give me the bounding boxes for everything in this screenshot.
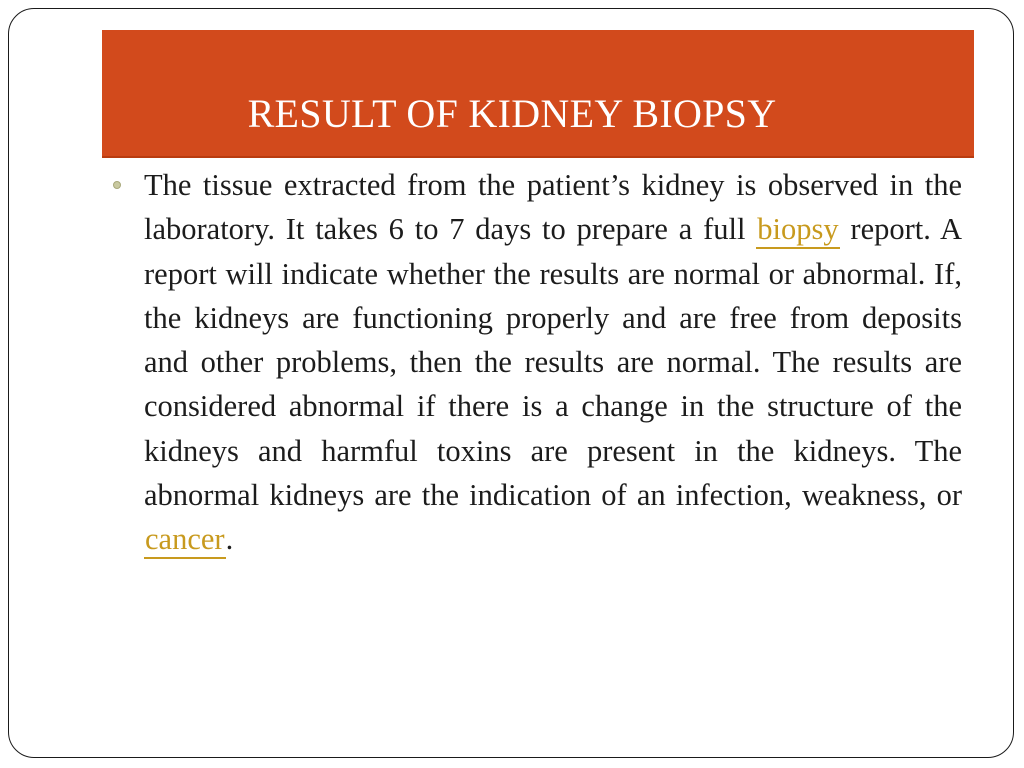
paragraph-text-3: .	[225, 522, 234, 557]
bullet-icon	[113, 181, 121, 189]
slide-title: RESULT OF KIDNEY BIOPSY	[247, 91, 777, 136]
paragraph-text-2: report. A report will indicate whether the results are normal or abnormal. If, the kidneys are functioning properly and are free from deposits and other problems, then the results are normal. The results are considered abnormal if there is a change in the structure of the kidneys and harmful toxins are present in the kidneys. The abnormal kidneys are the indication of an infection, weakness, or	[144, 212, 963, 513]
paragraph-text-1: The tissue extracted from the patient’s kidney is observed in the laboratory. It takes 6 to 7 days to prepare a full	[144, 168, 962, 247]
bullet-paragraph	[144, 163, 962, 562]
biopsy-link[interactable]: biopsy	[756, 213, 839, 249]
cancer-link[interactable]: cancer	[144, 523, 226, 559]
